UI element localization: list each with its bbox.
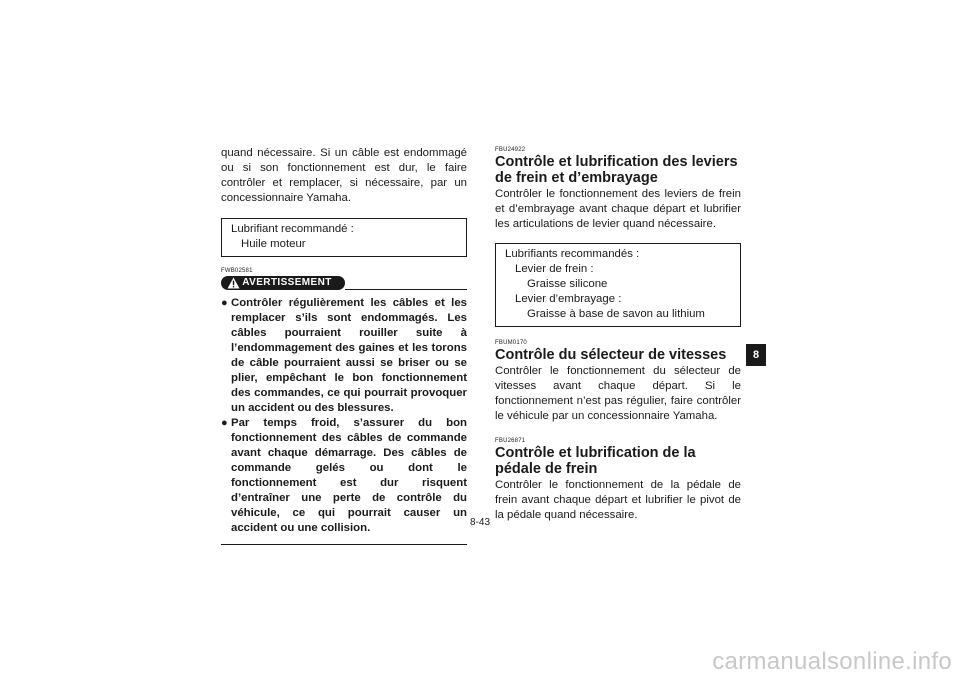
warning-reference-code: FWB02581 — [221, 268, 253, 274]
list-item — [221, 296, 467, 416]
lubricants-box-title: Lubrifiants recommandés : — [505, 248, 640, 260]
recommended-lubricants-box — [495, 243, 741, 327]
warning-header — [221, 276, 467, 292]
chapter-tab: 8 — [746, 344, 766, 366]
warning-bullet-list — [221, 296, 467, 536]
watermark-text: carmanualsonline.info — [712, 648, 952, 675]
warning-header-rule — [345, 289, 467, 290]
lubricant-box-value: Huile moteur — [241, 238, 306, 250]
recommended-lubricant-box — [221, 218, 467, 257]
brake-lever-lubricant: Graisse silicone — [527, 278, 608, 290]
page-number: 8-43 — [469, 517, 490, 528]
warning-end-rule — [221, 544, 467, 545]
pedal-section-code: FBU26871 — [495, 438, 526, 444]
selector-section-code: FBUM0170 — [495, 340, 527, 346]
pedal-section-body: Contrôler le fonctionnement de la pédale de frein avant chaque départ et lubrifier le pivot de la pédale quand nécessaire. — [495, 479, 741, 521]
warning-badge-label: AVERTISSEMENT — [242, 277, 332, 288]
brake-lever-label: Levier de frein : — [515, 263, 594, 275]
warning-bullet-text: Par temps froid, s’assurer du bon fonctionnement des câbles de commande avant chaque démarrage. Des câbles de commande gelés ou dont le fonctionnement est dur risquent d’entraîner une perte de contrôle du véhicule, ce qui pourrait causer un accident ou une collision. — [231, 417, 467, 534]
selector-section-body: Contrôler le fonctionnement du sélecteur de vitesses avant chaque départ. Si le fonctionnement n’est pas régulier, faire contrôler le véhicule par un concessionnaire Yamaha. — [495, 365, 741, 422]
clutch-lever-label: Levier d’embrayage : — [515, 293, 622, 305]
intro-paragraph: quand nécessaire. Si un câble est endommagé ou si son fonctionnement est dur, le faire contrôler et remplacer, si nécessaire, par un concessionnaire Yamaha. — [221, 147, 467, 204]
warning-badge — [221, 276, 345, 290]
warning-triangle-icon — [227, 277, 240, 289]
levers-section-title: Contrôle et lubrification des leviers de frein et d’embrayage — [495, 154, 738, 186]
clutch-lever-lubricant: Graisse à base de savon au lithium — [527, 308, 705, 320]
left-column — [221, 146, 467, 545]
levers-section-body: Contrôler le fonctionnement des leviers de frein et d’embrayage avant chaque départ et lubrifier les articulations de levier quand nécessaire. — [495, 188, 741, 230]
pedal-section-title: Contrôle et lubrification de la pédale de frein — [495, 445, 696, 477]
right-column — [495, 146, 741, 523]
warning-bullet-text: Contrôler régulièrement les câbles et les remplacer s’ils sont endommagés. Les câbles pourraient rouiller suite à l’endommagement des gaines et les torons de câble pourraient aussi se briser ou se plier, empêchant le bon fonctionnement des commandes, ce qui pourrait provoquer un accident ou des blessures. — [231, 297, 467, 414]
bullet-icon: ● — [221, 417, 228, 429]
lubricant-box-title: Lubrifiant recommandé : — [231, 223, 354, 235]
selector-section-title: Contrôle du sélecteur de vitesses — [495, 347, 727, 363]
levers-section-code: FBU24922 — [495, 147, 526, 153]
bullet-icon: ● — [221, 297, 228, 309]
